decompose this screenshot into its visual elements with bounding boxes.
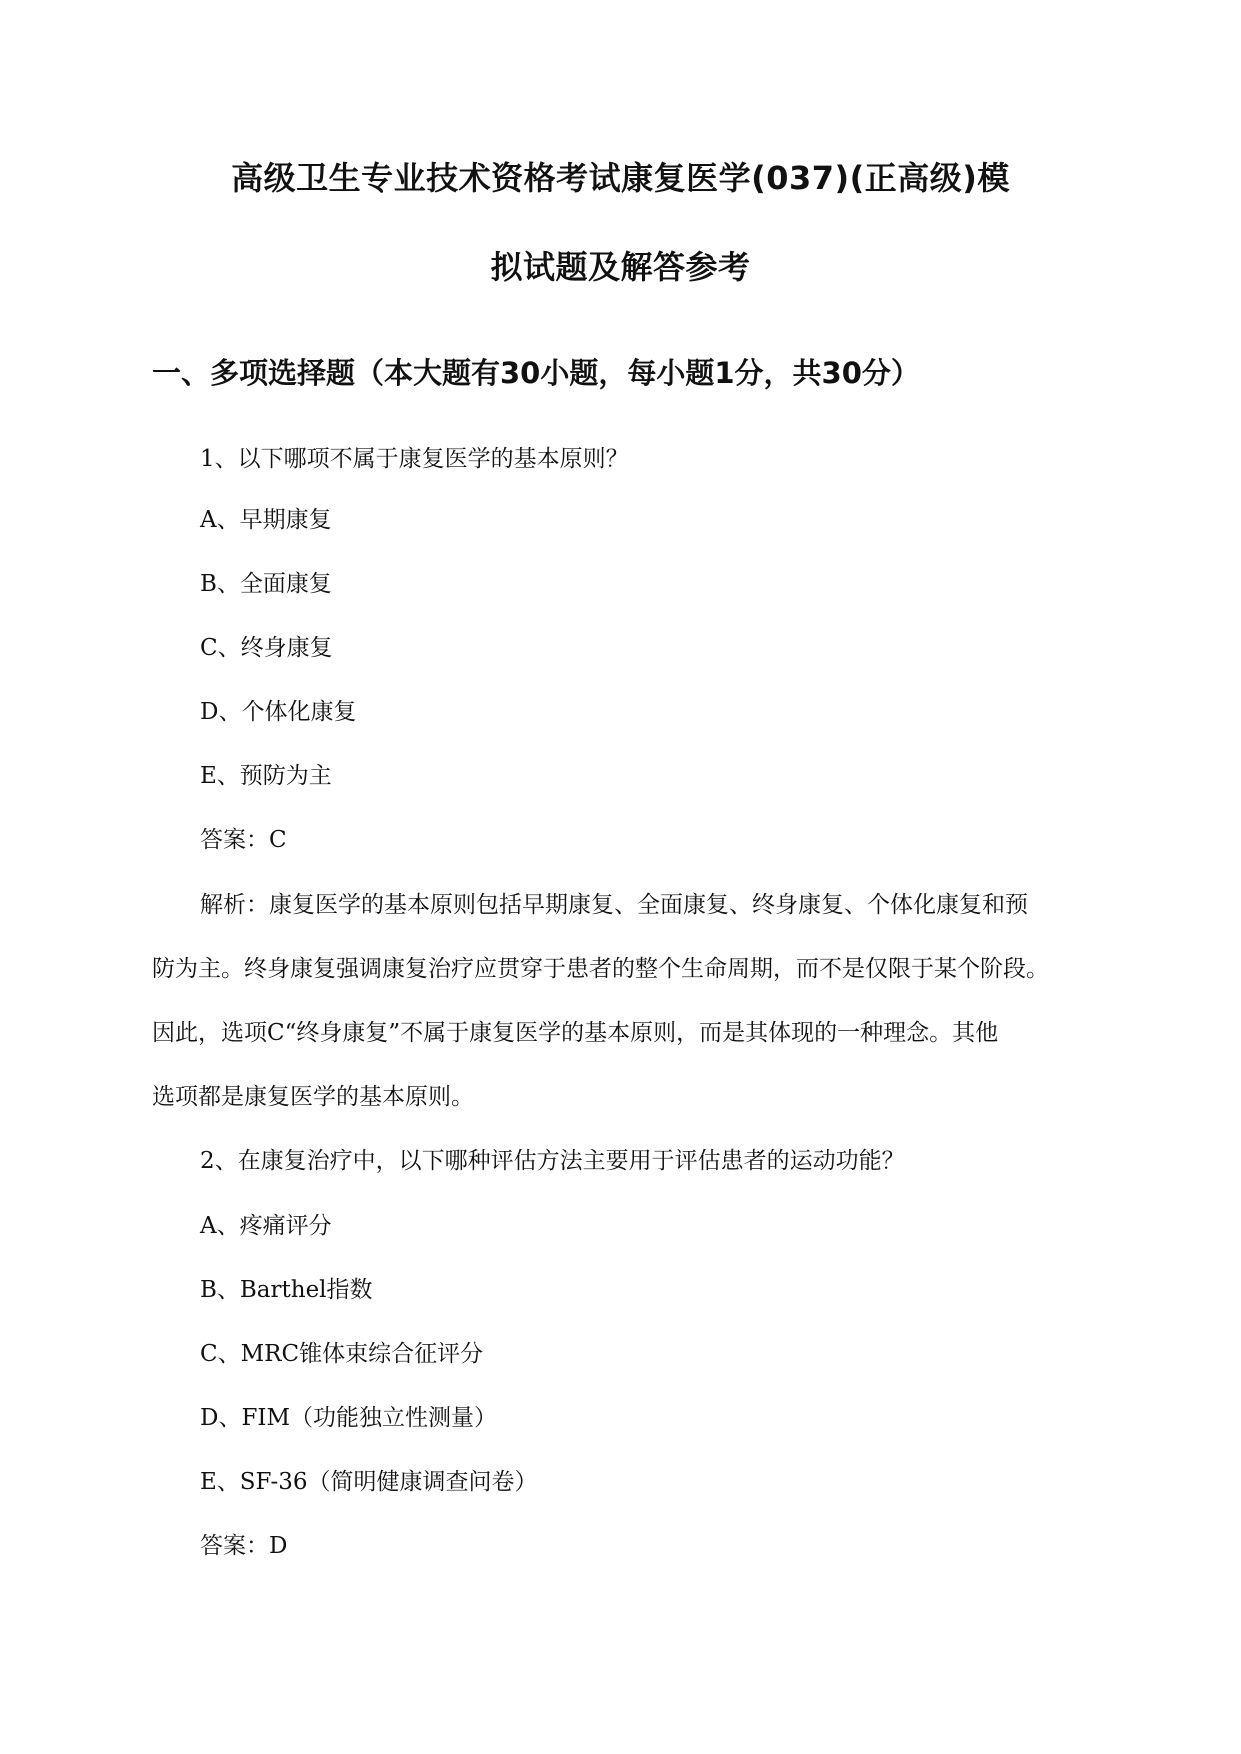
- question-2-answer: 答案：D: [200, 1533, 288, 1559]
- question-1-analysis-line-3: 因此，选项C“终身康复”不属于康复医学的基本原则，而是其体现的一种理念。其他: [152, 1020, 999, 1046]
- question-2-option-b: B、Barthel指数: [200, 1277, 373, 1303]
- question-1-option-d: D、个体化康复: [200, 699, 357, 725]
- question-1-option-e: E、预防为主: [200, 763, 332, 789]
- question-2-option-c: C、MRC锥体束综合征评分: [200, 1341, 484, 1367]
- question-1-analysis-line-1: 解析：康复医学的基本原则包括早期康复、全面康复、终身康复、个体化康复和预: [200, 892, 1028, 918]
- question-2-option-e: E、SF-36（简明健康调查问卷）: [200, 1469, 538, 1495]
- question-2-option-a: A、疼痛评分: [200, 1213, 332, 1239]
- question-1-analysis-line-2: 防为主。终身康复强调康复治疗应贯穿于患者的整个生命周期，而不是仅限于某个阶段。: [152, 956, 1049, 982]
- question-2-option-d: D、FIM（功能独立性测量）: [200, 1405, 498, 1431]
- question-1-option-b: B、全面康复: [200, 571, 332, 597]
- document-title-line-2: 拟试题及解答参考: [490, 248, 751, 286]
- document-title-line-1: 高级卫生专业技术资格考试康复医学(037)(正高级)模: [231, 159, 1010, 197]
- question-1-option-a: A、早期康复: [200, 507, 332, 533]
- question-1-stem: 1、以下哪项不属于康复医学的基本原则？: [200, 446, 629, 472]
- question-1-option-c: C、终身康复: [200, 635, 333, 661]
- question-1-answer: 答案：C: [200, 827, 287, 853]
- question-1-analysis-line-4: 选项都是康复医学的基本原则。: [152, 1084, 474, 1110]
- question-2-stem: 2、在康复治疗中，以下哪种评估方法主要用于评估患者的运动功能？: [200, 1148, 905, 1174]
- section-heading: 一、多项选择题（本大题有30小题，每小题1分，共30分）: [152, 356, 920, 390]
